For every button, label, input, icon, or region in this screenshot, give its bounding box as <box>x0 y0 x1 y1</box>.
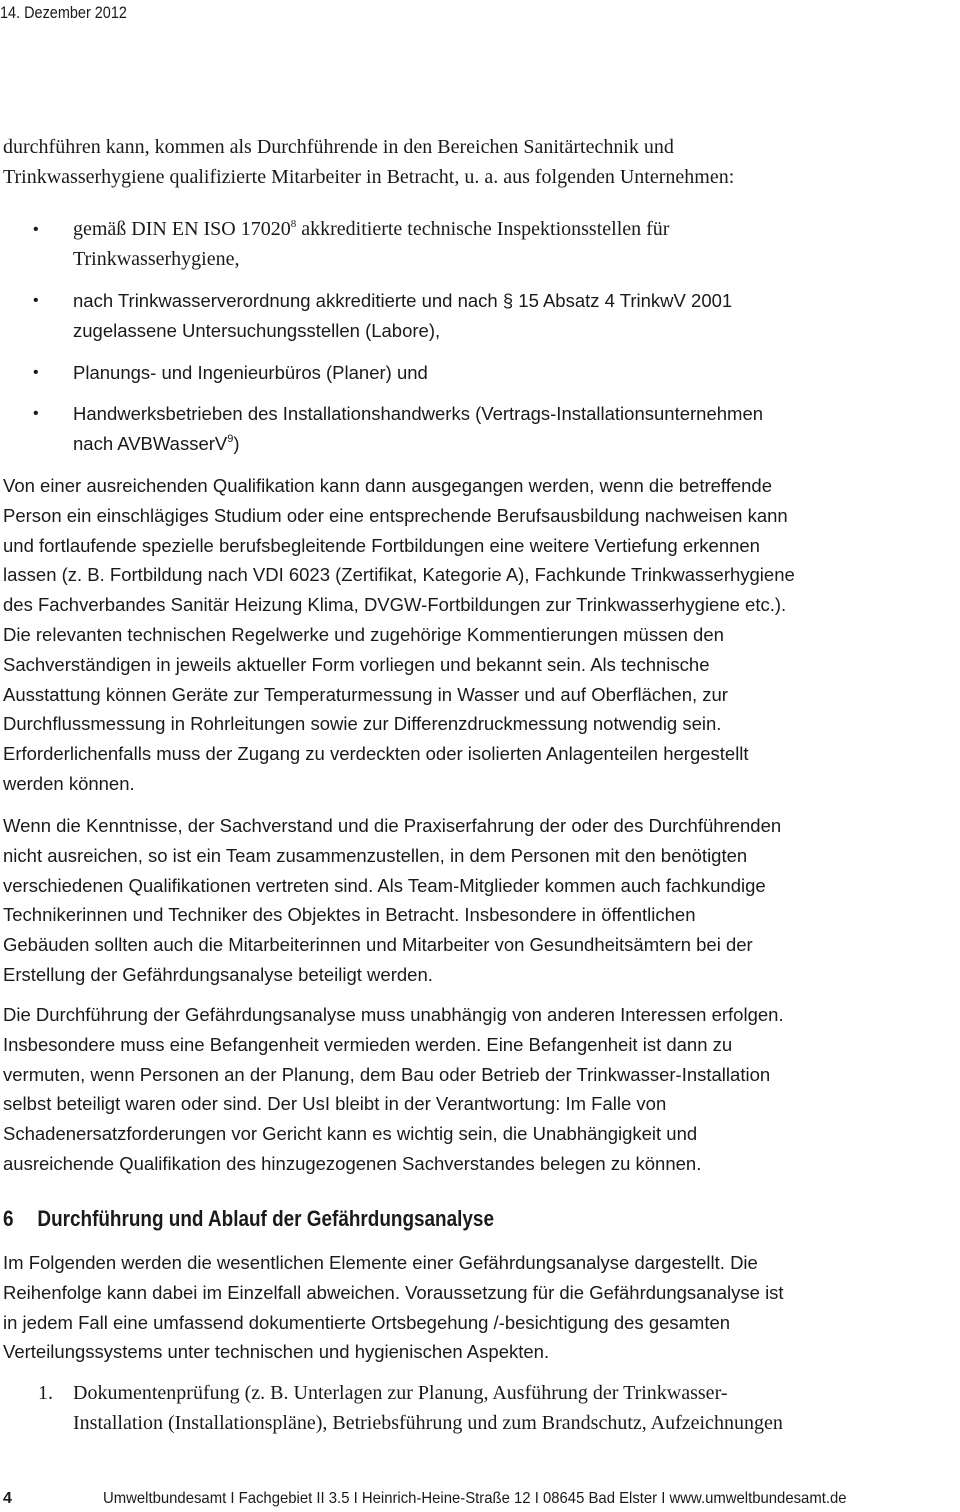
text-line: zugelassene Untersuchungsstellen (Labore), <box>73 319 441 341</box>
text-line: Trinkwasserhygiene, <box>73 247 240 270</box>
text-line: Im Folgenden werden die wesentlichen Elemente einer Gefährdungsanalyse dargestellt. Die <box>3 1252 758 1273</box>
text-line: des Fachverbandes Sanitär Heizung Klima, DVGW-Fortbildungen zur Trinkwasserhygiene etc.). <box>3 594 787 616</box>
section-number: 6 <box>3 1206 14 1231</box>
text-line: Verteilungssystems unter technischen und hygienischen Aspekten. <box>3 1341 550 1363</box>
text-line: Von einer ausreichenden Qualifikation kann dann ausgegangen werden, wenn die betreffende <box>3 475 773 496</box>
text: gemäß DIN EN ISO 17020 <box>73 218 291 240</box>
list-number: 1. <box>38 1382 53 1404</box>
paragraph-independence <box>3 1000 784 1179</box>
text-line: Reihenfolge kann dabei im Einzelfall abweichen. Voraussetzung für die Gefährdungsanalyse ist <box>3 1281 784 1303</box>
text-line: Gebäuden sollten auch die Mitarbeiterinnen und Mitarbeiter von Gesundheitsämtern bei der <box>3 934 753 956</box>
text: ) <box>233 432 240 454</box>
footnote-ref: 8 <box>290 218 297 230</box>
section-title: Durchführung und Ablauf der Gefährdungsanalyse <box>37 1206 494 1231</box>
text-line: Person ein einschlägiges Studium oder eine entsprechende Berufsausbildung nachweisen kann <box>3 504 788 526</box>
text-line: werden können. <box>3 772 135 794</box>
text: nach AVBWasserV <box>73 432 228 454</box>
list-item <box>73 215 669 275</box>
text-line <box>73 215 669 245</box>
paragraph-team <box>3 811 781 990</box>
text-line: Planungs- und Ingenieurbüros (Planer) und <box>73 362 428 383</box>
text-line: Dokumentenprüfung (z. B. Unterlagen zur Planung, Ausführung der Trinkwasser- <box>73 1382 728 1404</box>
text-line: Die Durchführung der Gefährdungsanalyse muss unabhängig von anderen Interessen erfolgen. <box>3 1004 784 1025</box>
text-line: Ausstattung können Geräte zur Temperaturmessung in Wasser und auf Oberflächen, zur <box>3 683 728 705</box>
intro-paragraph <box>3 133 734 193</box>
text-line: ausreichende Qualifikation des hinzugezogenen Sachverstandes belegen zu können. <box>3 1152 702 1174</box>
list-item <box>73 286 732 346</box>
text: akkreditierte technische Inspektionsstellen für <box>296 218 670 240</box>
text-line: selbst beteiligt waren oder sind. Der UsI bleibt in der Verantwortung: Im Falle von <box>3 1093 667 1115</box>
text-line: in jedem Fall eine umfassend dokumentierte Ortsbegehung /-besichtigung des gesamten <box>3 1311 731 1333</box>
text-line: lassen (z. B. Fortbildung nach VDI 6023 (Zertifikat, Kategorie A), Fachkunde Trinkwasserhygiene <box>3 564 795 586</box>
text-line: Erstellung der Gefährdungsanalyse beteiligt werden. <box>3 963 433 985</box>
text-line: vermuten, wenn Personen an der Planung, dem Bau oder Betrieb der Trinkwasser-Installation <box>3 1063 771 1085</box>
text-line: Technikerinnen und Techniker des Objektes in Betracht. Insbesondere in öffentlichen <box>3 904 696 926</box>
text-line: nicht ausreichen, so ist ein Team zusammenzustellen, in dem Personen mit den benötigten <box>3 844 748 866</box>
text-line <box>73 429 763 459</box>
text-line: Wenn die Kenntnisse, der Sachverstand und die Praxiserfahrung der oder des Durchführenden <box>3 815 782 836</box>
text-line: und fortlaufende spezielle berufsbegleitende Fortbildungen eine weitere Vertiefung erkennen <box>3 534 760 556</box>
text-line: Insbesondere muss eine Befangenheit vermieden werden. Eine Befangenheit ist dann zu <box>3 1033 733 1055</box>
text-line: durchführen kann, kommen als Durchführende in den Bereichen Sanitärtechnik und <box>3 136 674 158</box>
numbered-item <box>73 1379 783 1439</box>
text-line: verschiedenen Qualifikationen vertreten sind. Als Team-Mitglieder kommen auch fachkundige <box>3 874 766 896</box>
list-item <box>73 358 428 388</box>
text-line: nach Trinkwasserverordnung akkreditierte und nach § 15 Absatz 4 TrinkwV 2001 <box>73 290 733 311</box>
bullet-icon: • <box>33 292 39 309</box>
section-heading <box>3 1204 494 1234</box>
text-line: Erforderlichenfalls muss der Zugang zu verdeckten oder isolierten Anlagenteilen hergestellt <box>3 743 749 765</box>
section-paragraph <box>3 1248 784 1367</box>
text-line: Schadenersatzforderungen vor Gericht kann es wichtig sein, die Unabhängigkeit und <box>3 1123 698 1145</box>
text-line: Sachverständigen in jeweils aktueller Form vorliegen und bekannt sein. Als technische <box>3 653 710 675</box>
text-line: Installation (Installationspläne), Betriebsführung und zum Brandschutz, Aufzeichnungen <box>73 1411 783 1434</box>
text-line: Die relevanten technischen Regelwerke und zugehörige Kommentierungen müssen den <box>3 623 724 645</box>
document-date: 14. Dezember 2012 <box>0 3 127 22</box>
text-line: Durchflussmessung in Rohrleitungen sowie zur Differenzdruckmessung notwendig sein. <box>3 713 722 735</box>
list-item <box>73 399 763 459</box>
text-line: Trinkwasserhygiene qualifizierte Mitarbeiter in Betracht, u. a. aus folgenden Unternehmen: <box>3 165 735 188</box>
footer-address: Umweltbundesamt I Fachgebiet II 3.5 I Heinrich-Heine-Straße 12 I 08645 Bad Elster I www.umweltbundesamt.de <box>103 1490 847 1507</box>
bullet-icon: • <box>33 405 39 422</box>
bullet-icon: • <box>33 364 39 381</box>
page-number: 4 <box>3 1490 12 1507</box>
footnote-ref: 9 <box>227 432 234 445</box>
bullet-icon: • <box>33 221 39 238</box>
paragraph-qualification <box>3 471 795 799</box>
text-line: Handwerksbetrieben des Installationshandwerks (Vertrags-Installationsunternehmen <box>73 403 764 424</box>
